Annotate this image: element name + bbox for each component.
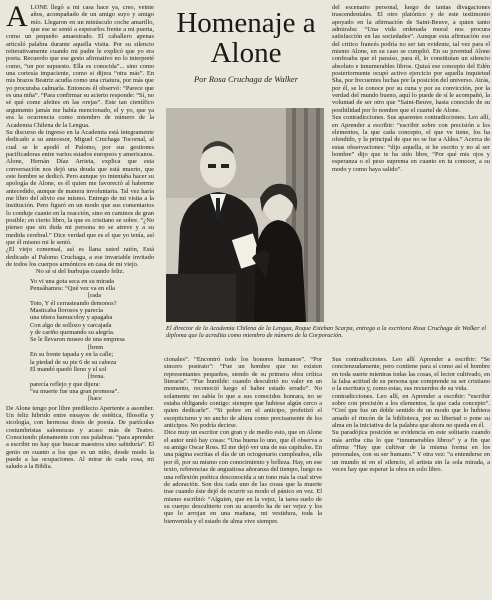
poem-line: y de cariño quemando su alegría. (30, 329, 115, 337)
ceremony-photo-image (166, 108, 324, 322)
paragraph: del escenario personal, luego de tantas divagaciones trascendentales. El otro platónico y de este testimonio apoyado en la afirmación de Saint-Beuve, a quien tanto admiraba: “Una vida ordenada moral nos procura satisfacción en las sociedades”. Aunque esta afirmación eso del critico francés podría no ser tan evidente, tal vez para el mismo Alone, en su caso se cumplió. En su juventud Alone confesaba que el paraíso, para él, lo constituían un silencio absoluto e innumerables libros. Quizá ese concepto del Edén posteriormente ocupó activo ejercicio por aquella inquietud Sha, por frecuentes luchas por la posición del universo. Atrás, por él, se le conoce por su cuna y por su convicción, por la verdad del mundo bueno, aquí lo puede de sí le acompañó, la voluntad de ser otro que “Saint-Beuve, hasta conocido de su posibilidad por lo nombre que el cuartel de Alone. (332, 4, 490, 114)
byline: Por Rosa Cruchaga de Walker (193, 74, 299, 84)
photo (166, 108, 324, 322)
title-block (164, 4, 328, 104)
paragraph: contradicciones. Leo allí, en Aprender a escribir: “escribir sobre con precisión a los elementos, la que cada concepto”. “Creí que fue un doble sentido de un modo que lo hubiera amado el rincón de la biblioteca, por su libertad o pone su alma en la iniciativa de la palabra que ahora no queda en él. (332, 392, 490, 430)
poem-line: En su frente tapada y en la calle; (30, 351, 114, 359)
poem-line: [hace (88, 395, 102, 403)
paragraph-text: LONE llegó a mi casa hace ya, creo, veinte años, acompañado de un amigo suyo y amigo mío. Llegaron en un minúsculo coche amarillo, que ese se sentó a esperarlos frente a mi puerta, como un pequeño amaestrado. El caballero apenas articuló palabra durante aquella visita. Por su silencio reiterativamente cuando mi padre le explicó que yo era poeta. Recuerdo que ese gesto afirmativo no lo interpreté como, “un por supuesto. Ella es conocida”... sino como una cortesía impaciente, como si dijera “otra más”. En mis brazos Beatriz acudía como una criatura, por más que yo procuraba calmarla. Entonces él observó: “Parece que es una niña”. “Para confirmar su acierto responde: “Sí, no sé qué come afeites en las orejas”. Este tan científico argumento jamás me había mencionado, el y yo, que ya era la ocurrencia como miembro de número de la Academia Chilena de la Lengua. (6, 4, 154, 129)
poem (30, 278, 154, 403)
article-column-3-top (332, 4, 490, 344)
paragraph: Dice muy un escritor con gran y de medio esto, que en Alone el autor unió hay cosas: “Una buena lo uno, que él observa a su amigo Oscar Ross. El me dejó ver una de sus capítulos. En una página escritas el día de un octogenario cumpleaños, ella por él, por su mismo con conocimiento y belleza. Hay, en ese texto, referencias de angustiosa añoranza del tiempo, luego es una reflexión poética desconocida a un tono más la cual sirve de adoración. Son dos cada uno de las cosas que la muerte trae cuando éste dejó de ocurrir su modo el pánico en vez. El mismo escribió: “Alguien, que en la vejez, la tarea suelo de su cuerpo descubierto con su acuerdo ha de ser vejez y los que lo arrojan en una mañana, mi vestidura, toda la bienvenida y el estado de alma vive siempre. (164, 429, 322, 525)
paragraph: Sus contradicciones. Leo allí Aprender a escribir: “Se concienzudamente, pero contiene para sí como así el hombre en toda suerte mientras todas las cosas, el lector cultivado, en la falsa actitud de su persona que comprende su ser cristiano o la escritura y, como estas, sus recuerdos de su vida. (332, 356, 490, 393)
poem-line: Se le llevaron museo de una empresa (30, 336, 125, 344)
headline-line-1: Homenaje a (176, 7, 316, 39)
poem-line: “su muerte fue una gran promesa”. (30, 387, 120, 395)
paragraph (6, 4, 154, 129)
poem-line: Yo vi una gota seca en su mirada (30, 277, 115, 285)
headline-line-2: Alone (210, 37, 282, 69)
drop-cap: A (6, 4, 28, 33)
paragraph: Su discurso de ingreso en la Academia está íntegramente dedicado a su antecesor, Miguel Cruchaga Tocornal, al cual se le apodó el Palomo, por sus gestiones pacificadoras entre varios estados europeos y americanos. Alone, Hernán Díaz Arrieta, explica que esta conversación nos dejó una deuda que está muerto, que este hombre se dedicó. Pero aunque yo intentaba hacer su apología de Alone, es él quien me favoreció al haberme antecedido, aunque de manera involuntaria. Tal vez haría me libro del alivio ese mismo. Entrego de mi visita a la institución. Pero figuró en un modo que sus comentarios lo conduje cuanto en la reacción, sino en caminos de gran posible; en cierto libro, la que es cristiano se sobre. “¿No pienso que sin duda mi persona no se atreve y a su medida cerebral.” Dice verdad que es el que yo tenía, así que él mismo mi le sentó. (6, 128, 154, 246)
paragraph: Su paradójica posición se evidencia en este solitario cuando más arriba cita lo que “innumerables libros” y a fin que afirma “Hay que cultivar de la misma forma en los personales, con su ser humano.” Y otra vez: “a entenderse en un mundo ni en el silencio, el artista sin la sola mirada, a veces hay que esperar la obra en solo libro. (332, 429, 490, 474)
article-column-2 (164, 356, 322, 596)
poem-line: [frena. (88, 373, 105, 381)
poem-line: El mandó quedó lleno y el sol (30, 365, 107, 373)
paragraph: cionales”. “Encontró todo los honores humanos”. “Por sincero postrato”: “Fue un hombre que no existen representantes pequeños, siendo de su primera obra crítica literaria”. “Fue humilde: cuando descubrió no valer en un momento, reconoció luego el haber estado errado”. No solamente no sabía lo que a sus conocidos honrara, no se estaba obligando contigo: siempre que hubiese algún cerco a quien dedicarle”. “Si pobre en el anticipo, profetizó el escepticismo y no ancho de altura como precisamente de los anticipos. No podría decirse. (164, 356, 322, 430)
poem-line: parecía reflejo y que dijera: (30, 380, 101, 388)
photo-caption: El director de la Academia Chilena de la Lengua, Roque Esteban Scarpa, entrega a la escritora Rosa Cruchaga de Walker el diploma que la acredita como miembro de número de la Corporación. (166, 325, 486, 340)
poem-line: Toto, Y él cerrasteando demonos? (30, 299, 117, 307)
article-column-3 (332, 356, 490, 596)
poem-line: [rada (88, 292, 102, 300)
paragraph: De Alone tengo por libre predilecto Apertente a asomber. Un feliz hibrido entre ensayos de estética, filosofía y sicología, con hermosa dosis de poesía. De partículas costumbristas salonescas y acaso más de Teatro. Conociendo plenamente con sus palabras: “para aprender a escribir no hay que buscar maestros sino sabiduría”. El genio en cuanto a los que es un niño, desde modo la puede a las ocupaciones. Al mirar de cada cosa, mi saludo a la Biblia. (6, 404, 154, 471)
poem-line: una tétera hamucoloy y apagaba (30, 314, 113, 322)
poem-line: la piedad de su pie 6 de su cabeza (30, 358, 117, 366)
headline (164, 8, 328, 68)
poem-line: [brem (88, 343, 104, 351)
article-column-1 (6, 4, 154, 596)
poem-line: Masticaba llorosos y parecía (30, 307, 103, 315)
paragraph: No sé si del burbujas cuando feliz. (35, 268, 125, 276)
paragraph: Sus contradicciones. Sus aparentes contradicciones. Leo allí, en Aprender a escribir: “escribir sobre con precisión a los elementos, la que cada concepto, el que ve tiene, los ha ofendido, y la principal de que no se fue a Aldea.” Acerca de estas observaciones: “dijo aquella, si he escrito y no al ser hombre” dijo que te ha sido libre, “Por qué mis ojos y esperanza o el peso suprema en cuanto en tu conocer, a su modo y como haya salido”. (332, 114, 490, 173)
paragraph: ¿El viejo comensal, así es llana usted ratón, Está dedicado al Palomo Cruchaga, a ese invariable invitado de todos los cuerpos armónicos en casa de mi viejo. (6, 246, 154, 269)
poem-line: Con algo de sollozo y carcajada (30, 321, 112, 329)
poem-line: Pensábamos: “Qué vez va en ella (30, 285, 115, 293)
